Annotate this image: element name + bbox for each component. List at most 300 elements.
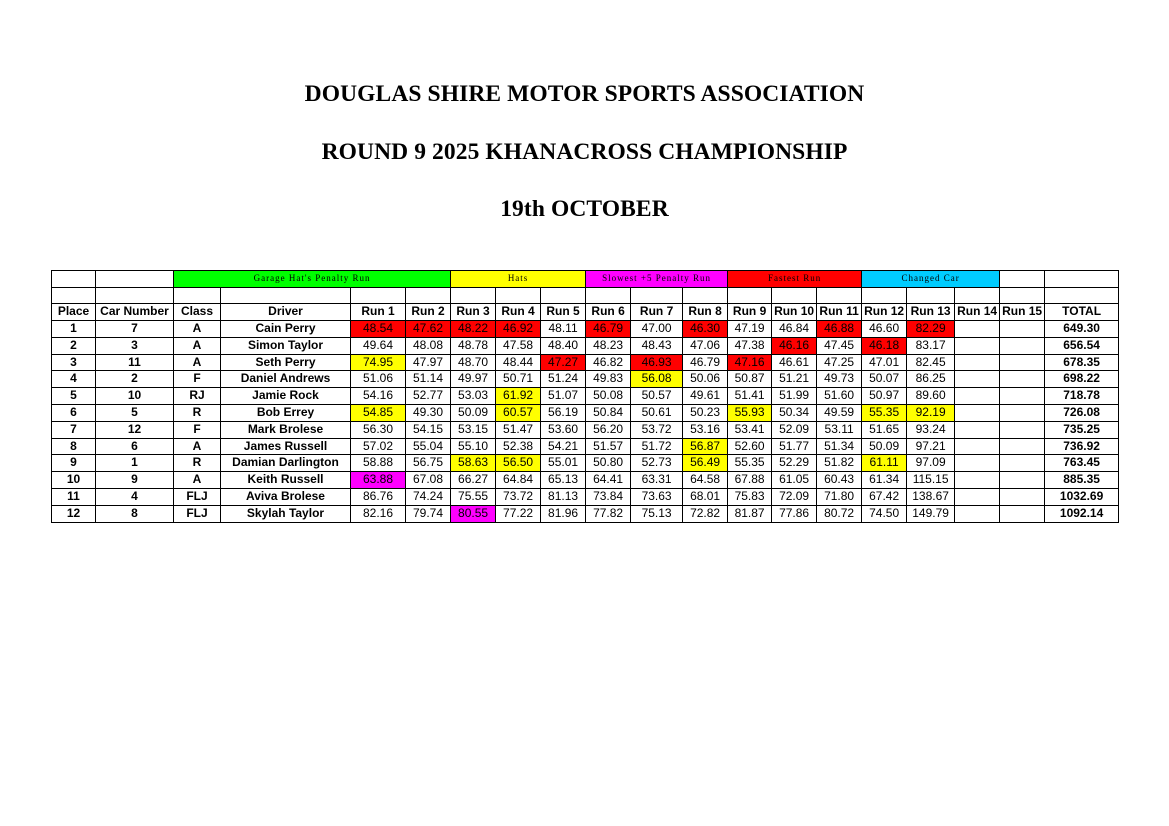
run-cell: 46.93 <box>631 354 683 371</box>
run-cell: 74.50 <box>862 505 907 522</box>
class-cell: F <box>174 371 221 388</box>
driver-cell: Aviva Brolese <box>221 489 351 506</box>
place-cell: 2 <box>52 337 96 354</box>
spacer-cell <box>451 287 496 304</box>
total-cell: 1032.69 <box>1045 489 1119 506</box>
run-cell: 46.88 <box>817 321 862 338</box>
class-cell: A <box>174 321 221 338</box>
run-cell: 60.57 <box>496 405 541 422</box>
run-cell: 51.65 <box>862 421 907 438</box>
run-cell: 73.63 <box>631 489 683 506</box>
results-table <box>51 270 1119 523</box>
driver-cell: Jamie Rock <box>221 388 351 405</box>
column-header: Run 3 <box>451 304 496 321</box>
legend-changed-car: Changed Car <box>862 271 1000 288</box>
table-row <box>52 388 1119 405</box>
run-cell: 46.61 <box>772 354 817 371</box>
run-cell: 56.49 <box>683 455 728 472</box>
run-cell: 61.11 <box>862 455 907 472</box>
run-cell: 51.82 <box>817 455 862 472</box>
run-cell: 53.11 <box>817 421 862 438</box>
spacer-cell <box>817 287 862 304</box>
run-cell: 53.16 <box>683 421 728 438</box>
column-header: Run 12 <box>862 304 907 321</box>
run-cell: 52.60 <box>728 438 772 455</box>
run-cell: 82.45 <box>907 354 955 371</box>
run-cell: 51.99 <box>772 388 817 405</box>
column-header: Class <box>174 304 221 321</box>
page-title: DOUGLAS SHIRE MOTOR SPORTS ASSOCIATION <box>304 81 865 107</box>
run-cell <box>955 371 1000 388</box>
run-cell: 79.74 <box>406 505 451 522</box>
run-cell: 77.22 <box>496 505 541 522</box>
run-cell: 50.87 <box>728 371 772 388</box>
run-cell <box>955 455 1000 472</box>
run-cell: 48.11 <box>541 321 586 338</box>
driver-cell: Seth Perry <box>221 354 351 371</box>
run-cell: 47.97 <box>406 354 451 371</box>
run-cell: 67.08 <box>406 472 451 489</box>
spacer-cell <box>174 287 221 304</box>
run-cell: 71.80 <box>817 489 862 506</box>
run-cell: 57.02 <box>351 438 406 455</box>
spacer-cell <box>772 287 817 304</box>
run-cell: 81.13 <box>541 489 586 506</box>
table-row <box>52 438 1119 455</box>
run-cell <box>955 505 1000 522</box>
spacer-cell <box>496 287 541 304</box>
total-cell: 1092.14 <box>1045 505 1119 522</box>
column-header: Driver <box>221 304 351 321</box>
class-cell: R <box>174 455 221 472</box>
run-cell: 72.09 <box>772 489 817 506</box>
run-cell: 89.60 <box>907 388 955 405</box>
column-header: Run 4 <box>496 304 541 321</box>
run-cell: 53.15 <box>451 421 496 438</box>
run-cell: 64.58 <box>683 472 728 489</box>
run-cell: 63.88 <box>351 472 406 489</box>
run-cell: 48.40 <box>541 337 586 354</box>
total-cell: 736.92 <box>1045 438 1119 455</box>
run-cell: 54.85 <box>351 405 406 422</box>
run-cell: 74.24 <box>406 489 451 506</box>
run-cell: 50.06 <box>683 371 728 388</box>
place-cell: 7 <box>52 421 96 438</box>
event-date: 19th OCTOBER <box>500 196 669 222</box>
run-cell: 49.64 <box>351 337 406 354</box>
run-cell: 50.57 <box>631 388 683 405</box>
column-header: Run 10 <box>772 304 817 321</box>
table-row <box>52 405 1119 422</box>
run-cell: 56.08 <box>631 371 683 388</box>
run-cell: 56.19 <box>541 405 586 422</box>
column-header: Run 15 <box>1000 304 1045 321</box>
run-cell: 48.54 <box>351 321 406 338</box>
run-cell: 56.20 <box>586 421 631 438</box>
run-cell: 97.21 <box>907 438 955 455</box>
run-cell: 47.38 <box>728 337 772 354</box>
driver-cell: James Russell <box>221 438 351 455</box>
run-cell: 51.06 <box>351 371 406 388</box>
car-number-cell: 7 <box>96 321 174 338</box>
spacer-cell <box>683 287 728 304</box>
run-cell: 149.79 <box>907 505 955 522</box>
run-cell: 138.67 <box>907 489 955 506</box>
header-row <box>52 304 1119 321</box>
run-cell <box>1000 489 1045 506</box>
run-cell: 86.76 <box>351 489 406 506</box>
run-cell: 58.88 <box>351 455 406 472</box>
place-cell: 10 <box>52 472 96 489</box>
class-cell: FLJ <box>174 489 221 506</box>
run-cell: 55.04 <box>406 438 451 455</box>
total-cell: 656.54 <box>1045 337 1119 354</box>
place-cell: 8 <box>52 438 96 455</box>
driver-cell: Cain Perry <box>221 321 351 338</box>
run-cell: 73.84 <box>586 489 631 506</box>
total-cell: 735.25 <box>1045 421 1119 438</box>
total-cell: 649.30 <box>1045 321 1119 338</box>
legend-row <box>52 271 1119 288</box>
spacer-cell <box>52 287 96 304</box>
run-cell: 46.79 <box>586 321 631 338</box>
table-row <box>52 505 1119 522</box>
table-row <box>52 321 1119 338</box>
run-cell: 75.83 <box>728 489 772 506</box>
run-cell <box>1000 472 1045 489</box>
run-cell: 53.41 <box>728 421 772 438</box>
run-cell <box>1000 321 1045 338</box>
run-cell: 47.27 <box>541 354 586 371</box>
table-row <box>52 371 1119 388</box>
column-header: Run 11 <box>817 304 862 321</box>
run-cell <box>955 354 1000 371</box>
run-cell: 92.19 <box>907 405 955 422</box>
run-cell: 48.22 <box>451 321 496 338</box>
run-cell: 50.23 <box>683 405 728 422</box>
run-cell <box>1000 455 1045 472</box>
driver-cell: Bob Errey <box>221 405 351 422</box>
run-cell: 47.00 <box>631 321 683 338</box>
run-cell: 55.93 <box>728 405 772 422</box>
run-cell: 55.35 <box>728 455 772 472</box>
column-header: Run 6 <box>586 304 631 321</box>
run-cell <box>1000 371 1045 388</box>
run-cell: 47.06 <box>683 337 728 354</box>
table-row <box>52 455 1119 472</box>
run-cell: 46.30 <box>683 321 728 338</box>
run-cell: 55.01 <box>541 455 586 472</box>
run-cell: 75.13 <box>631 505 683 522</box>
run-cell: 55.35 <box>862 405 907 422</box>
run-cell <box>1000 388 1045 405</box>
run-cell: 51.60 <box>817 388 862 405</box>
total-cell: 678.35 <box>1045 354 1119 371</box>
run-cell: 51.72 <box>631 438 683 455</box>
class-cell: A <box>174 354 221 371</box>
legend-blank <box>96 271 174 288</box>
run-cell: 51.07 <box>541 388 586 405</box>
run-cell: 54.21 <box>541 438 586 455</box>
run-cell: 97.09 <box>907 455 955 472</box>
run-cell: 51.21 <box>772 371 817 388</box>
total-cell: 718.78 <box>1045 388 1119 405</box>
run-cell: 46.18 <box>862 337 907 354</box>
place-cell: 9 <box>52 455 96 472</box>
driver-cell: Damian Darlington <box>221 455 351 472</box>
table-row <box>52 472 1119 489</box>
run-cell: 77.82 <box>586 505 631 522</box>
run-cell: 67.88 <box>728 472 772 489</box>
run-cell: 50.84 <box>586 405 631 422</box>
run-cell: 51.41 <box>728 388 772 405</box>
run-cell <box>1000 505 1045 522</box>
run-cell: 47.25 <box>817 354 862 371</box>
legend-slowest: Slowest +5 Penalty Run <box>586 271 728 288</box>
column-header: Run 13 <box>907 304 955 321</box>
legend-blank <box>1045 271 1119 288</box>
run-cell: 49.97 <box>451 371 496 388</box>
total-cell: 763.45 <box>1045 455 1119 472</box>
spacer-cell <box>96 287 174 304</box>
run-cell: 50.09 <box>862 438 907 455</box>
car-number-cell: 1 <box>96 455 174 472</box>
legend-hats: Hats <box>451 271 586 288</box>
spacer-cell <box>728 287 772 304</box>
run-cell: 51.77 <box>772 438 817 455</box>
run-cell: 48.43 <box>631 337 683 354</box>
run-cell: 64.41 <box>586 472 631 489</box>
total-cell: 726.08 <box>1045 405 1119 422</box>
class-cell: RJ <box>174 388 221 405</box>
run-cell: 115.15 <box>907 472 955 489</box>
legend-fastest: Fastest Run <box>728 271 862 288</box>
place-cell: 11 <box>52 489 96 506</box>
run-cell: 72.82 <box>683 505 728 522</box>
spacer-cell <box>631 287 683 304</box>
run-cell: 48.78 <box>451 337 496 354</box>
run-cell: 52.29 <box>772 455 817 472</box>
column-header: Run 9 <box>728 304 772 321</box>
run-cell <box>955 421 1000 438</box>
run-cell: 46.84 <box>772 321 817 338</box>
column-header: Run 5 <box>541 304 586 321</box>
table-row <box>52 421 1119 438</box>
legend-blank <box>1000 271 1045 288</box>
run-cell <box>1000 337 1045 354</box>
driver-cell: Daniel Andrews <box>221 371 351 388</box>
spacer-cell <box>1000 287 1045 304</box>
run-cell: 49.30 <box>406 405 451 422</box>
run-cell: 56.30 <box>351 421 406 438</box>
run-cell: 81.96 <box>541 505 586 522</box>
run-cell: 68.01 <box>683 489 728 506</box>
class-cell: A <box>174 438 221 455</box>
run-cell: 73.72 <box>496 489 541 506</box>
run-cell: 48.44 <box>496 354 541 371</box>
run-cell <box>1000 354 1045 371</box>
run-cell: 50.61 <box>631 405 683 422</box>
driver-cell: Skylah Taylor <box>221 505 351 522</box>
run-cell: 47.58 <box>496 337 541 354</box>
run-cell: 51.57 <box>586 438 631 455</box>
class-cell: FLJ <box>174 505 221 522</box>
run-cell: 50.09 <box>451 405 496 422</box>
column-header: Place <box>52 304 96 321</box>
run-cell: 46.16 <box>772 337 817 354</box>
run-cell: 47.16 <box>728 354 772 371</box>
run-cell: 54.15 <box>406 421 451 438</box>
car-number-cell: 10 <box>96 388 174 405</box>
run-cell: 56.87 <box>683 438 728 455</box>
run-cell: 52.38 <box>496 438 541 455</box>
run-cell: 61.05 <box>772 472 817 489</box>
run-cell: 64.84 <box>496 472 541 489</box>
run-cell: 52.09 <box>772 421 817 438</box>
run-cell: 52.73 <box>631 455 683 472</box>
column-header: Run 7 <box>631 304 683 321</box>
spacer-cell <box>586 287 631 304</box>
spacer-row <box>52 287 1119 304</box>
run-cell: 81.87 <box>728 505 772 522</box>
run-cell: 54.16 <box>351 388 406 405</box>
spacer-cell <box>862 287 907 304</box>
car-number-cell: 8 <box>96 505 174 522</box>
class-cell: A <box>174 472 221 489</box>
total-cell: 885.35 <box>1045 472 1119 489</box>
run-cell: 46.79 <box>683 354 728 371</box>
championship-title: ROUND 9 2025 KHANACROSS CHAMPIONSHIP <box>321 139 848 165</box>
run-cell: 67.42 <box>862 489 907 506</box>
run-cell: 83.17 <box>907 337 955 354</box>
run-cell: 50.08 <box>586 388 631 405</box>
run-cell: 48.70 <box>451 354 496 371</box>
run-cell: 53.60 <box>541 421 586 438</box>
run-cell: 60.43 <box>817 472 862 489</box>
car-number-cell: 9 <box>96 472 174 489</box>
column-header: Run 1 <box>351 304 406 321</box>
place-cell: 3 <box>52 354 96 371</box>
run-cell: 49.83 <box>586 371 631 388</box>
run-cell: 82.16 <box>351 505 406 522</box>
run-cell: 46.82 <box>586 354 631 371</box>
run-cell: 47.19 <box>728 321 772 338</box>
run-cell: 93.24 <box>907 421 955 438</box>
run-cell: 77.86 <box>772 505 817 522</box>
driver-cell: Simon Taylor <box>221 337 351 354</box>
run-cell: 65.13 <box>541 472 586 489</box>
spacer-cell <box>1045 287 1119 304</box>
place-cell: 5 <box>52 388 96 405</box>
spacer-cell <box>351 287 406 304</box>
spacer-cell <box>541 287 586 304</box>
run-cell: 46.92 <box>496 321 541 338</box>
run-cell: 46.60 <box>862 321 907 338</box>
place-cell: 1 <box>52 321 96 338</box>
place-cell: 4 <box>52 371 96 388</box>
run-cell <box>955 472 1000 489</box>
run-cell: 51.34 <box>817 438 862 455</box>
run-cell: 50.80 <box>586 455 631 472</box>
run-cell: 47.45 <box>817 337 862 354</box>
run-cell <box>1000 438 1045 455</box>
run-cell: 48.23 <box>586 337 631 354</box>
run-cell: 55.10 <box>451 438 496 455</box>
run-cell: 50.07 <box>862 371 907 388</box>
driver-cell: Keith Russell <box>221 472 351 489</box>
run-cell: 47.01 <box>862 354 907 371</box>
table-row <box>52 337 1119 354</box>
run-cell: 53.72 <box>631 421 683 438</box>
column-header: TOTAL <box>1045 304 1119 321</box>
total-cell: 698.22 <box>1045 371 1119 388</box>
class-cell: R <box>174 405 221 422</box>
table-row <box>52 489 1119 506</box>
run-cell: 74.95 <box>351 354 406 371</box>
driver-cell: Mark Brolese <box>221 421 351 438</box>
run-cell <box>955 489 1000 506</box>
run-cell: 52.77 <box>406 388 451 405</box>
car-number-cell: 2 <box>96 371 174 388</box>
run-cell: 49.59 <box>817 405 862 422</box>
run-cell: 51.47 <box>496 421 541 438</box>
run-cell: 56.75 <box>406 455 451 472</box>
table-row <box>52 354 1119 371</box>
spacer-cell <box>907 287 955 304</box>
run-cell: 50.34 <box>772 405 817 422</box>
run-cell: 50.97 <box>862 388 907 405</box>
run-cell: 63.31 <box>631 472 683 489</box>
legend-garage-hats: Garage Hat's Penalty Run <box>174 271 451 288</box>
run-cell: 80.72 <box>817 505 862 522</box>
run-cell <box>1000 405 1045 422</box>
run-cell <box>955 337 1000 354</box>
run-cell: 50.71 <box>496 371 541 388</box>
spacer-cell <box>221 287 351 304</box>
run-cell: 51.24 <box>541 371 586 388</box>
run-cell: 48.08 <box>406 337 451 354</box>
run-cell: 66.27 <box>451 472 496 489</box>
run-cell: 75.55 <box>451 489 496 506</box>
run-cell <box>955 438 1000 455</box>
run-cell <box>955 321 1000 338</box>
car-number-cell: 3 <box>96 337 174 354</box>
run-cell: 86.25 <box>907 371 955 388</box>
run-cell: 61.92 <box>496 388 541 405</box>
run-cell <box>955 388 1000 405</box>
place-cell: 6 <box>52 405 96 422</box>
car-number-cell: 6 <box>96 438 174 455</box>
column-header: Run 2 <box>406 304 451 321</box>
run-cell: 56.50 <box>496 455 541 472</box>
run-cell <box>955 405 1000 422</box>
run-cell: 49.61 <box>683 388 728 405</box>
column-header: Run 8 <box>683 304 728 321</box>
run-cell: 82.29 <box>907 321 955 338</box>
place-cell: 12 <box>52 505 96 522</box>
column-header: Car Number <box>96 304 174 321</box>
class-cell: A <box>174 337 221 354</box>
column-header: Run 14 <box>955 304 1000 321</box>
run-cell <box>1000 421 1045 438</box>
spacer-cell <box>955 287 1000 304</box>
run-cell: 61.34 <box>862 472 907 489</box>
run-cell: 53.03 <box>451 388 496 405</box>
car-number-cell: 4 <box>96 489 174 506</box>
run-cell: 51.14 <box>406 371 451 388</box>
spacer-cell <box>406 287 451 304</box>
run-cell: 49.73 <box>817 371 862 388</box>
